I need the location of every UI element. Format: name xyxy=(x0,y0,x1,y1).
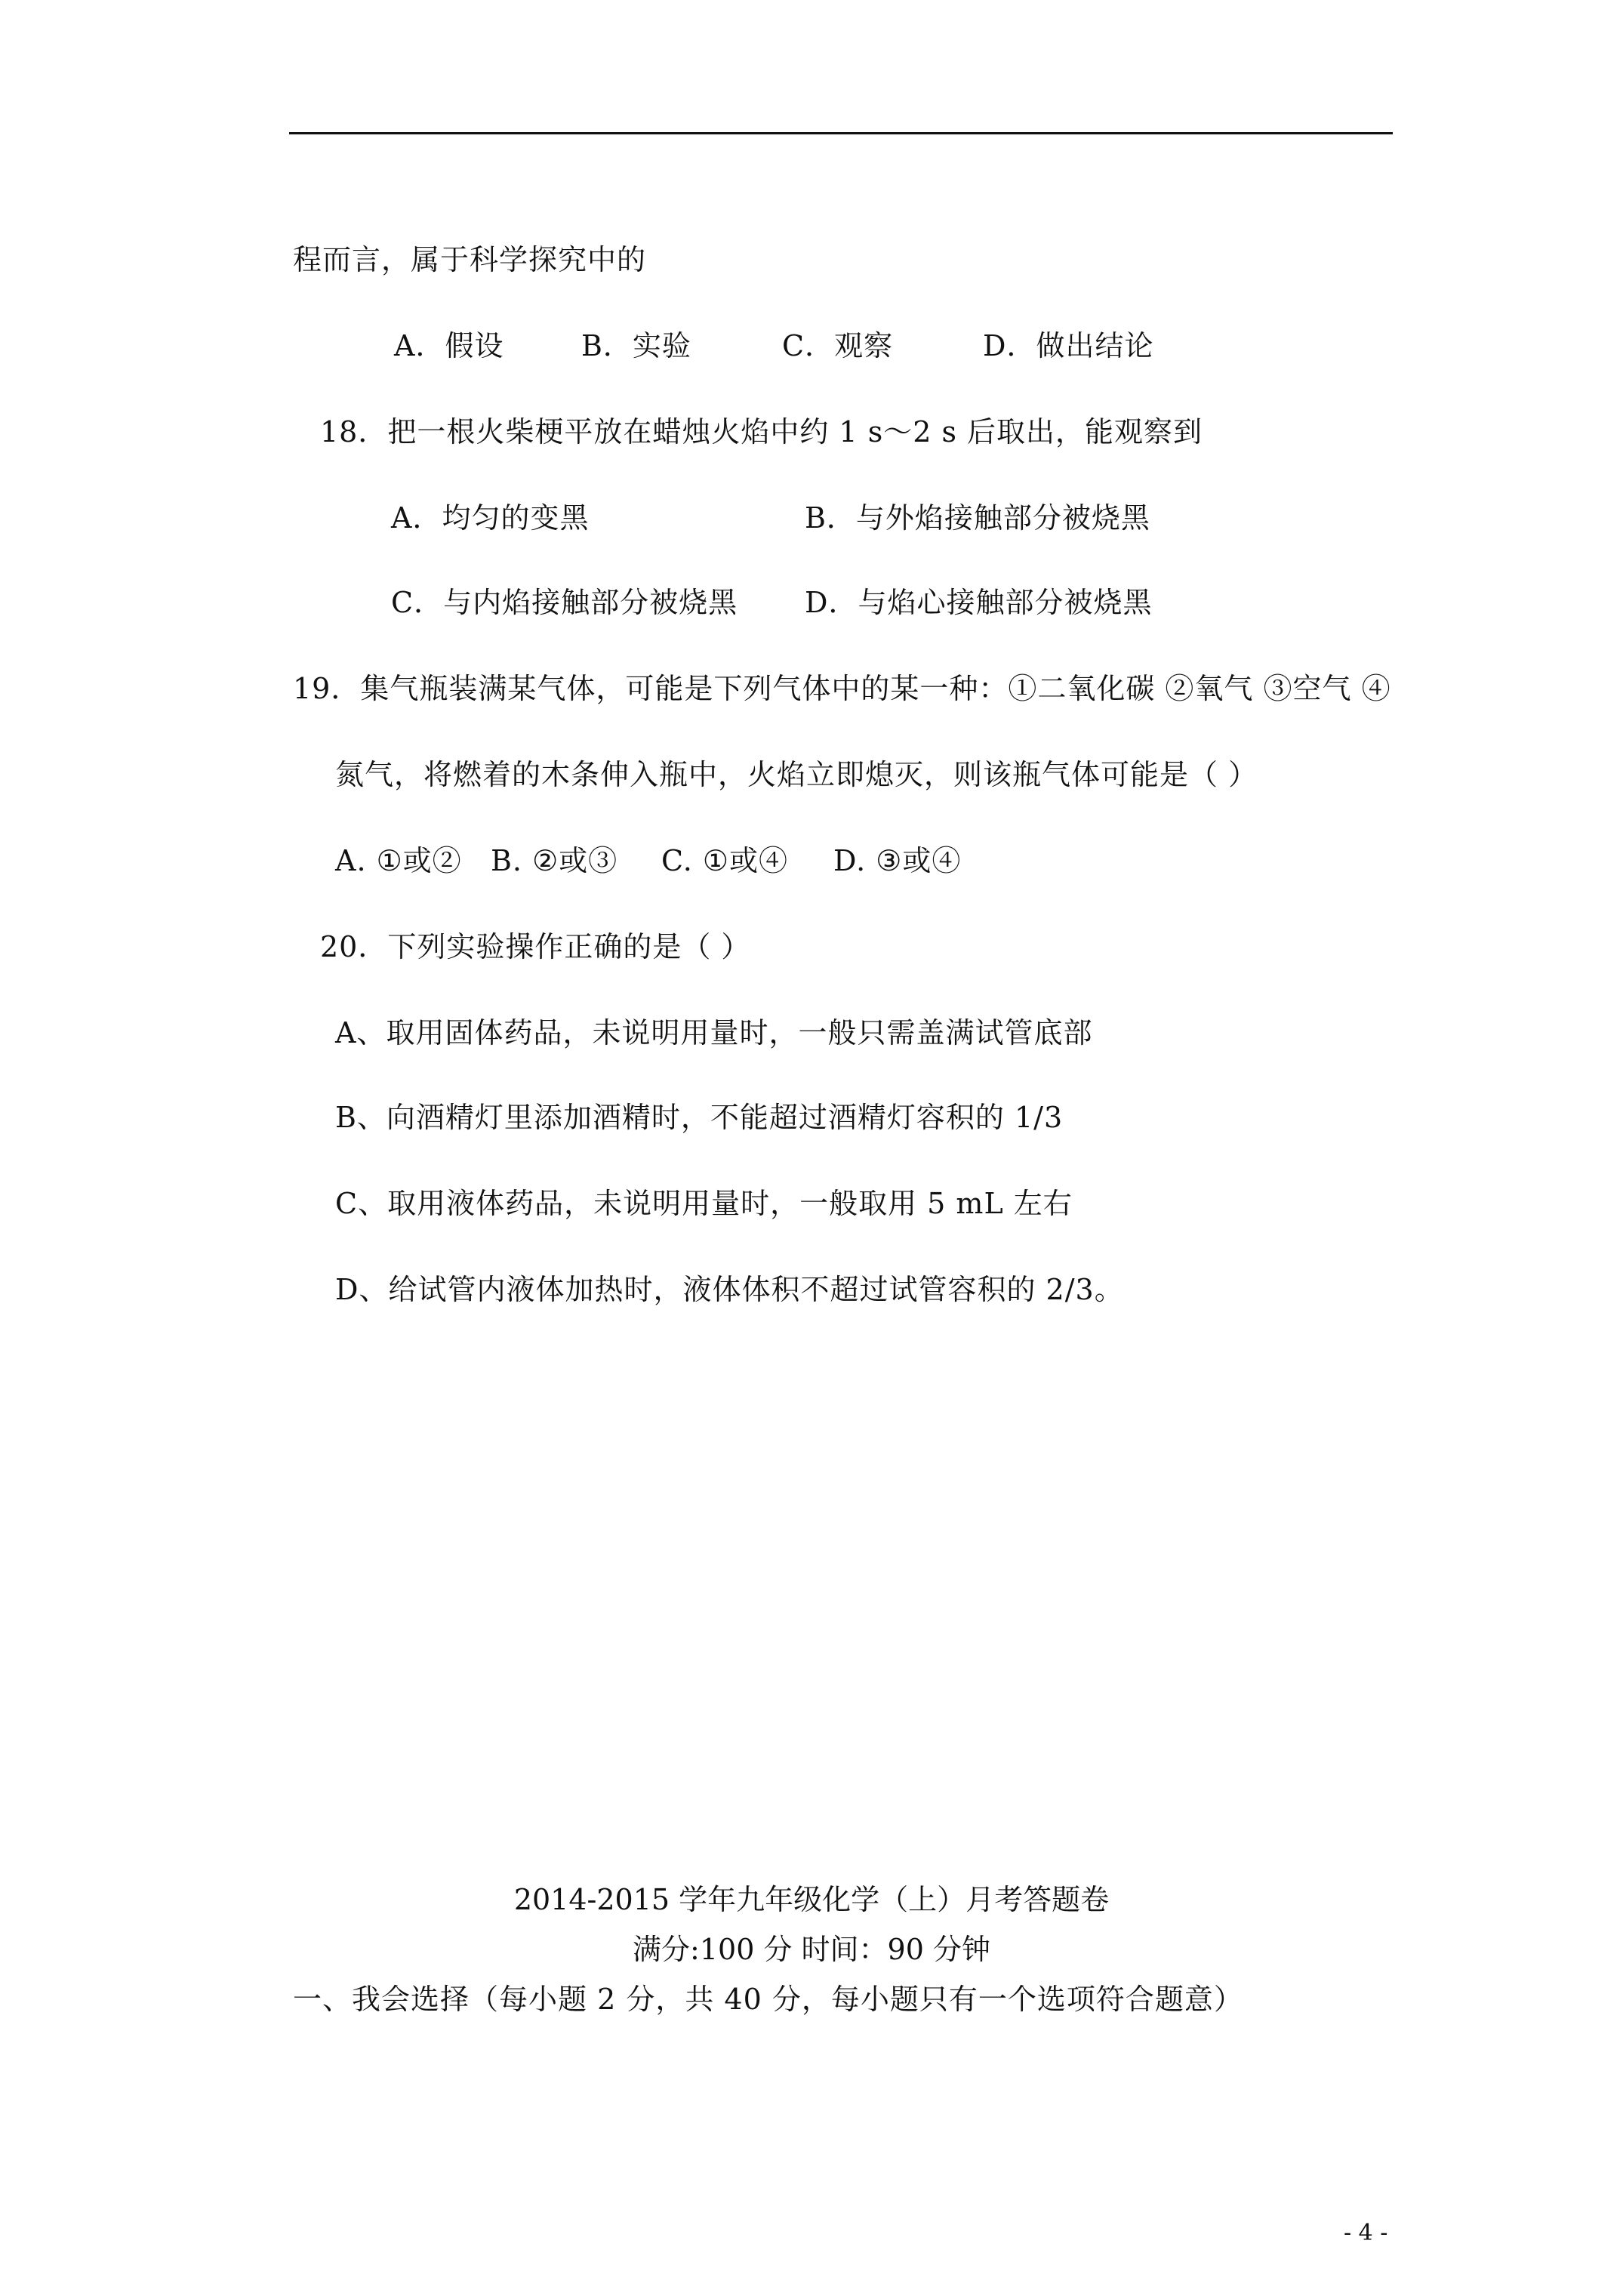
q18-option-a: A．均匀的变黑 xyxy=(391,501,590,535)
q20-option-a: A、取用固体药品，未说明用量时，一般只需盖满试管底部 xyxy=(335,1016,1093,1049)
q19-stem-line2: 氮气，将燃着的木条伸入瓶中，火焰立即熄灭，则该瓶气体可能是（ ） xyxy=(335,758,1258,791)
q18-option-b: B．与外焰接触部分被烧黑 xyxy=(805,501,1150,535)
answer-sheet-score-time: 满分:100 分 时间：90 分钟 xyxy=(633,1933,990,1966)
header-rule xyxy=(289,132,1393,134)
section-1-heading: 一、我会选择（每小题 2 分，共 40 分，每小题只有一个选项符合题意） xyxy=(293,1983,1243,2016)
page-number: - 4 - xyxy=(1344,2220,1388,2246)
q17-option-d: D．做出结论 xyxy=(983,329,1154,362)
q17-option-a: A．假设 xyxy=(394,329,504,362)
q17-option-c: C．观察 xyxy=(782,329,894,362)
q17-option-b: B．实验 xyxy=(581,329,691,362)
q17-continuation-text: 程而言，属于科学探究中的 xyxy=(293,243,647,276)
q19-option-c: C. ①或④ xyxy=(661,844,788,877)
q18-stem: 18．把一根火柴梗平放在蜡烛火焰中约 1 s～2 s 后取出，能观察到 xyxy=(320,415,1203,448)
q19-option-d: D. ③或④ xyxy=(833,844,962,877)
q20-option-d: D、给试管内液体加热时，液体体积不超过试管容积的 2/3。 xyxy=(335,1273,1124,1306)
q19-option-a: A. ①或② xyxy=(335,844,462,877)
q19-stem-line1: 19．集气瓶装满某气体，可能是下列气体中的某一种：①二氧化碳 ②氧气 ③空气 ④ xyxy=(293,672,1391,705)
q20-option-b: B、向酒精灯里添加酒精时，不能超过酒精灯容积的 1/3 xyxy=(335,1101,1064,1134)
answer-sheet-title: 2014-2015 学年九年级化学（上）月考答题卷 xyxy=(513,1883,1110,1916)
q20-stem: 20．下列实验操作正确的是（ ） xyxy=(320,930,751,963)
q18-option-d: D．与焰心接触部分被烧黑 xyxy=(805,586,1153,619)
q20-option-c: C、取用液体药品，未说明用量时，一般取用 5 mL 左右 xyxy=(335,1187,1073,1220)
q19-option-b: B. ②或③ xyxy=(491,844,618,877)
q18-option-c: C．与内焰接触部分被烧黑 xyxy=(391,586,738,619)
